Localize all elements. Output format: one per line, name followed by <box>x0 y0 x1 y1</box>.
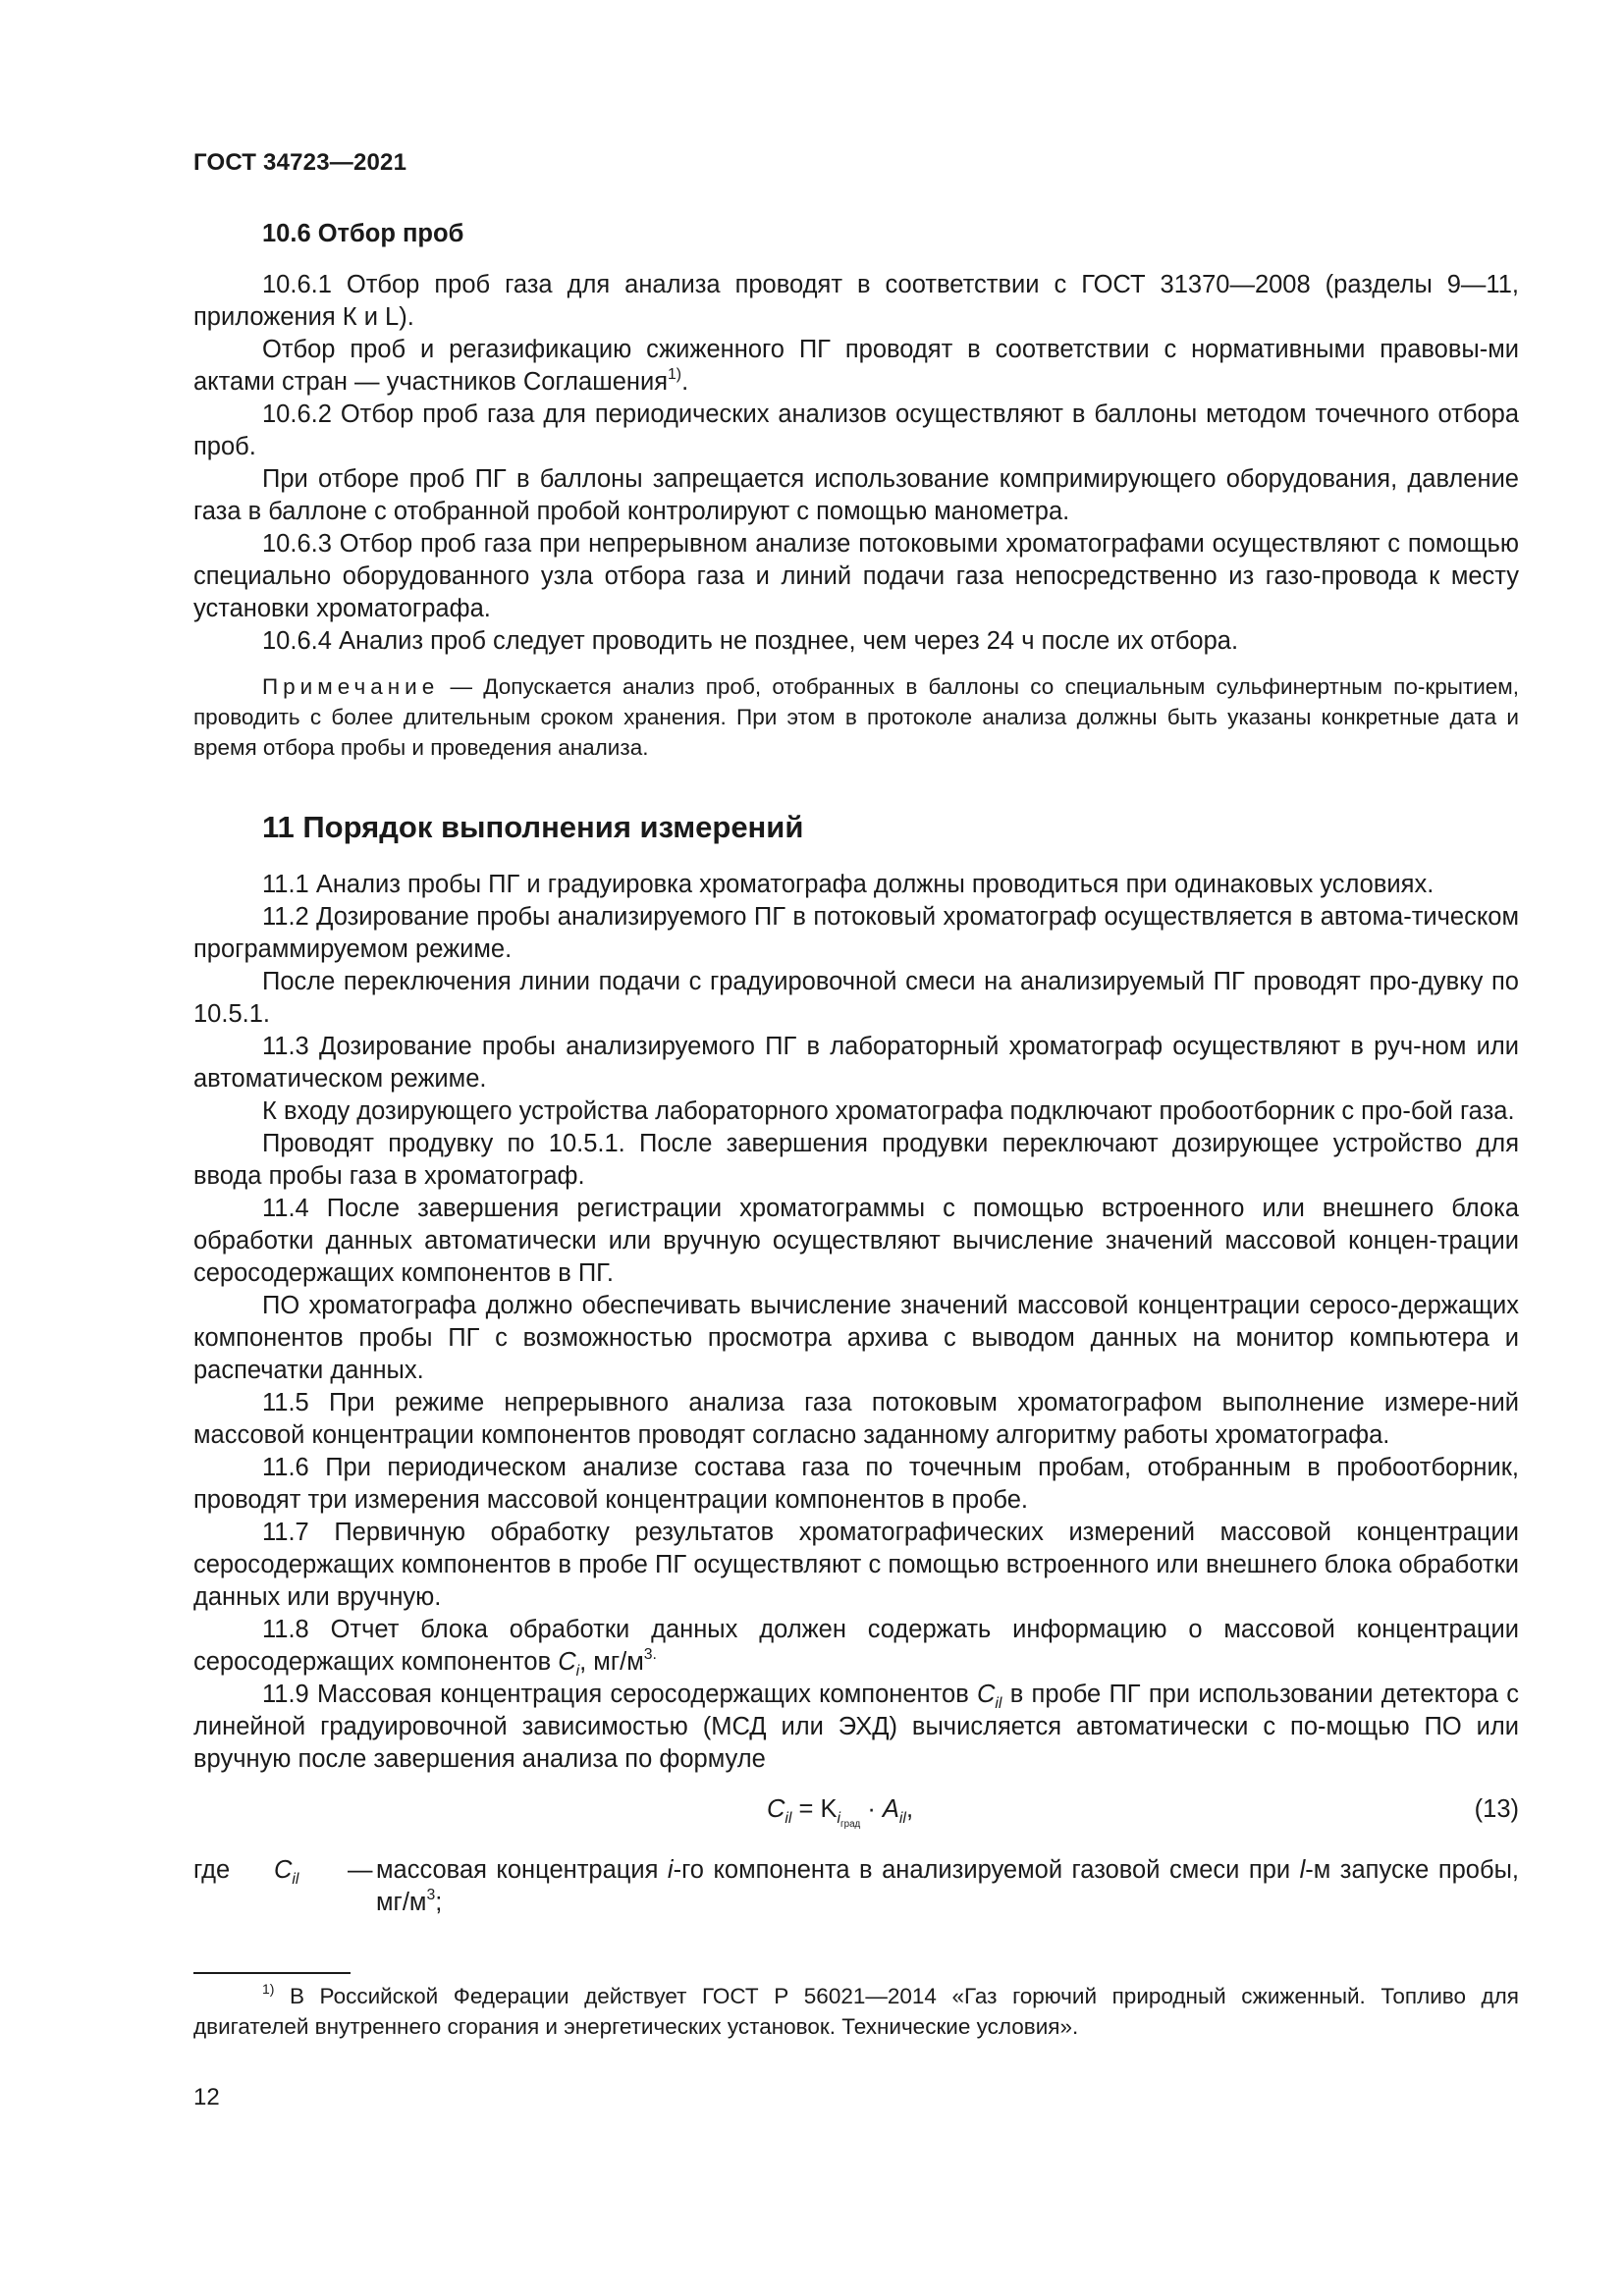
formula-k-subscript <box>837 1810 861 1831</box>
paragraph-11-8 <box>193 1614 1519 1679</box>
section-title-10-6: 10.6 Отбор проб <box>262 220 464 247</box>
definition-text-continued: -го компонента в анализируемой газовой смеси при <box>673 1856 1300 1884</box>
footnote-reference: 1) <box>668 365 682 383</box>
definition-unit-exponent: 3 <box>426 1886 436 1903</box>
paragraph-text: 11.8 Отчет блока обработки данных должен содержать информацию о массовой концентрации серосодержащих компонентов <box>193 1616 1519 1676</box>
formula-dot: · <box>860 1795 883 1823</box>
formula-explanation <box>193 1854 1519 1919</box>
document-header: ГОСТ 34723—2021 <box>193 149 407 176</box>
definition-unit: -м запуске пробы, мг/м <box>376 1856 1520 1916</box>
footnote-divider <box>193 1972 351 1974</box>
note-label: Примечание <box>262 674 440 699</box>
paragraph-11-2: 11.2 Дозирование пробы анализируемого ПГ в потоковый хроматограф осуществляется в автома-тическом программируемом режиме. <box>193 903 1519 963</box>
formula-a-subscript: il <box>898 1810 906 1828</box>
where-definition <box>376 1854 1519 1919</box>
paragraph-text: Отбор проб и регазификацию сжиженного ПГ проводят в соответствии с нормативными правовы-ми актами стран — участников Соглашения <box>193 336 1519 396</box>
paragraph-text: 11.9 Массовая концентрация серосодержащих компонентов <box>262 1681 977 1708</box>
definition-end: ; <box>435 1889 443 1916</box>
unit-text: , мг/м <box>579 1648 644 1676</box>
paragraph-10-6-2: 10.6.2 Отбор проб газа для периодических анализов осуществляют в баллоны методом точечного отбора проб. <box>193 400 1519 460</box>
definition-index-i: i <box>667 1856 674 1884</box>
variable-subscript: il <box>995 1695 1002 1713</box>
formula-k-grad: град <box>840 1819 861 1831</box>
paragraph-purge: Проводят продувку по 10.5.1. После завершения продувки переключают дозирующее устройство для ввода пробы газа в хроматограф. <box>193 1130 1519 1190</box>
paragraph-11-4: 11.4 После завершения регистрации хроматограммы с помощью встроенного или внешнего блока обработки данных автоматически или вручную осуществляют вычисление значений массовой концен-трации серосодержащих компонентов в ПГ. <box>193 1195 1519 1287</box>
footnote <box>193 1981 1519 2042</box>
formula-a: A <box>882 1795 899 1823</box>
paragraph-text-continued: в пробе ПГ при использовании детектора с линейной градуировочной зависимостью (МСД или ЭХД) вычисляется автоматически с по-мощью ПО или вручную после завершения анализа по формуле <box>193 1681 1519 1773</box>
footnote-marker: 1) <box>262 1981 275 1998</box>
term-subscript: il <box>292 1871 299 1889</box>
where-term <box>274 1854 348 1919</box>
term-variable: C <box>274 1856 293 1884</box>
note-text: — Допускается анализ проб, отобранных в баллоны со специальным сульфинертным по-крытием, проводить с более длительным сроком хранения. При этом в протоколе анализа должны быть указаны конкретные дата и время отбора пробы и проведения анализа. <box>193 674 1519 760</box>
page-content <box>193 218 1519 1919</box>
paragraph-11-5: 11.5 При режиме непрерывного анализа газа потоковым хроматографом выполнение измере-ний массовой концентрации компонентов проводят согласно заданному алгоритму работы хроматографа. <box>193 1389 1519 1449</box>
unit-exponent: 3. <box>643 1645 657 1663</box>
paragraph-10-6-4: 10.6.4 Анализ проб следует проводить не позднее, чем через 24 ч после их отбора. <box>262 627 1239 655</box>
definition-text: массовая концентрация <box>376 1856 668 1884</box>
paragraph-11-6: 11.6 При периодическом анализе состава газа по точечным пробам, отобранным в пробоотборник, проводят три измерения массовой концентрации компонентов в пробе. <box>193 1454 1519 1514</box>
paragraph-10-6-3: 10.6.3 Отбор проб газа при непрерывном анализе потоковыми хроматографами осуществляют с помощью специально оборудованного узла отбора газа и линий подачи газа непосредственно из газо-провода к месту установки хроматографа. <box>193 530 1519 622</box>
formula-lhs: C <box>767 1795 785 1823</box>
formula-expression <box>767 1793 914 1831</box>
formula-k-index: i <box>837 1810 841 1828</box>
formula-13 <box>193 1788 1519 1852</box>
paragraph-cylinder-sampling: При отборе проб ПГ в баллоны запрещается использование компримирующего оборудования, давление газа в баллоне с отобранной пробой контролируют с помощью манометра. <box>193 465 1519 525</box>
section-title-11: 11 Порядок выполнения измерений <box>262 810 804 844</box>
variable-c: C <box>977 1681 996 1708</box>
page-number: 12 <box>193 2084 220 2110</box>
definition-index-l: l <box>1299 1856 1306 1884</box>
paragraph-sampling-regasification <box>193 334 1519 399</box>
note <box>193 671 1519 763</box>
where-dash: — <box>348 1856 373 1884</box>
paragraph-purge-after-switch: После переключения линии подачи с градуировочной смеси на анализируемый ПГ проводят про-дувку по 10.5.1. <box>193 968 1519 1028</box>
formula-lhs-subscript: il <box>785 1810 792 1828</box>
formula-equals-k: = K <box>791 1795 838 1823</box>
formula-number: (13) <box>1474 1795 1519 1823</box>
paragraph-software-requirements: ПО хроматографа должно обеспечивать вычисление значений массовой концентрации серосо-держащих компонентов пробы ПГ с возможностью просмотра архива с выводом данных на монитор компьютера и распечатки данных. <box>193 1292 1519 1384</box>
variable-c: C <box>558 1648 576 1676</box>
formula-tail: , <box>905 1795 914 1823</box>
paragraph-sampler-connection: К входу дозирующего устройства лабораторного хроматографа подключают пробоотборник с про-бой газа. <box>262 1097 1515 1125</box>
variable-subscript: i <box>575 1663 580 1681</box>
footnote-text: В Российской Федерации действует ГОСТ Р 56021—2014 «Газ горючий природный сжиженный. Топливо для двигателей внутреннего сгорания и энергетических установок. Технические условия». <box>193 1984 1519 2039</box>
paragraph-11-7: 11.7 Первичную обработку результатов хроматографических измерений массовой концентрации серосодержащих компонентов в пробе ПГ осуществляют с помощью встроенного или внешнего блока обработки данных или вручную. <box>193 1519 1519 1611</box>
paragraph-11-1: 11.1 Анализ пробы ПГ и градуировка хроматографа должны проводиться при одинаковых условиях. <box>262 871 1435 898</box>
paragraph-10-6-1: 10.6.1 Отбор проб газа для анализа проводят в соответствии с ГОСТ 31370—2008 (разделы 9—11, приложения К и L). <box>193 271 1519 331</box>
paragraph-11-3: 11.3 Дозирование пробы анализируемого ПГ в лабораторный хроматограф осуществляют в руч-ном или автоматическом режиме. <box>193 1033 1519 1093</box>
where-label: где <box>193 1856 231 1884</box>
paragraph-11-9 <box>193 1679 1519 1776</box>
paragraph-end: . <box>681 368 689 396</box>
